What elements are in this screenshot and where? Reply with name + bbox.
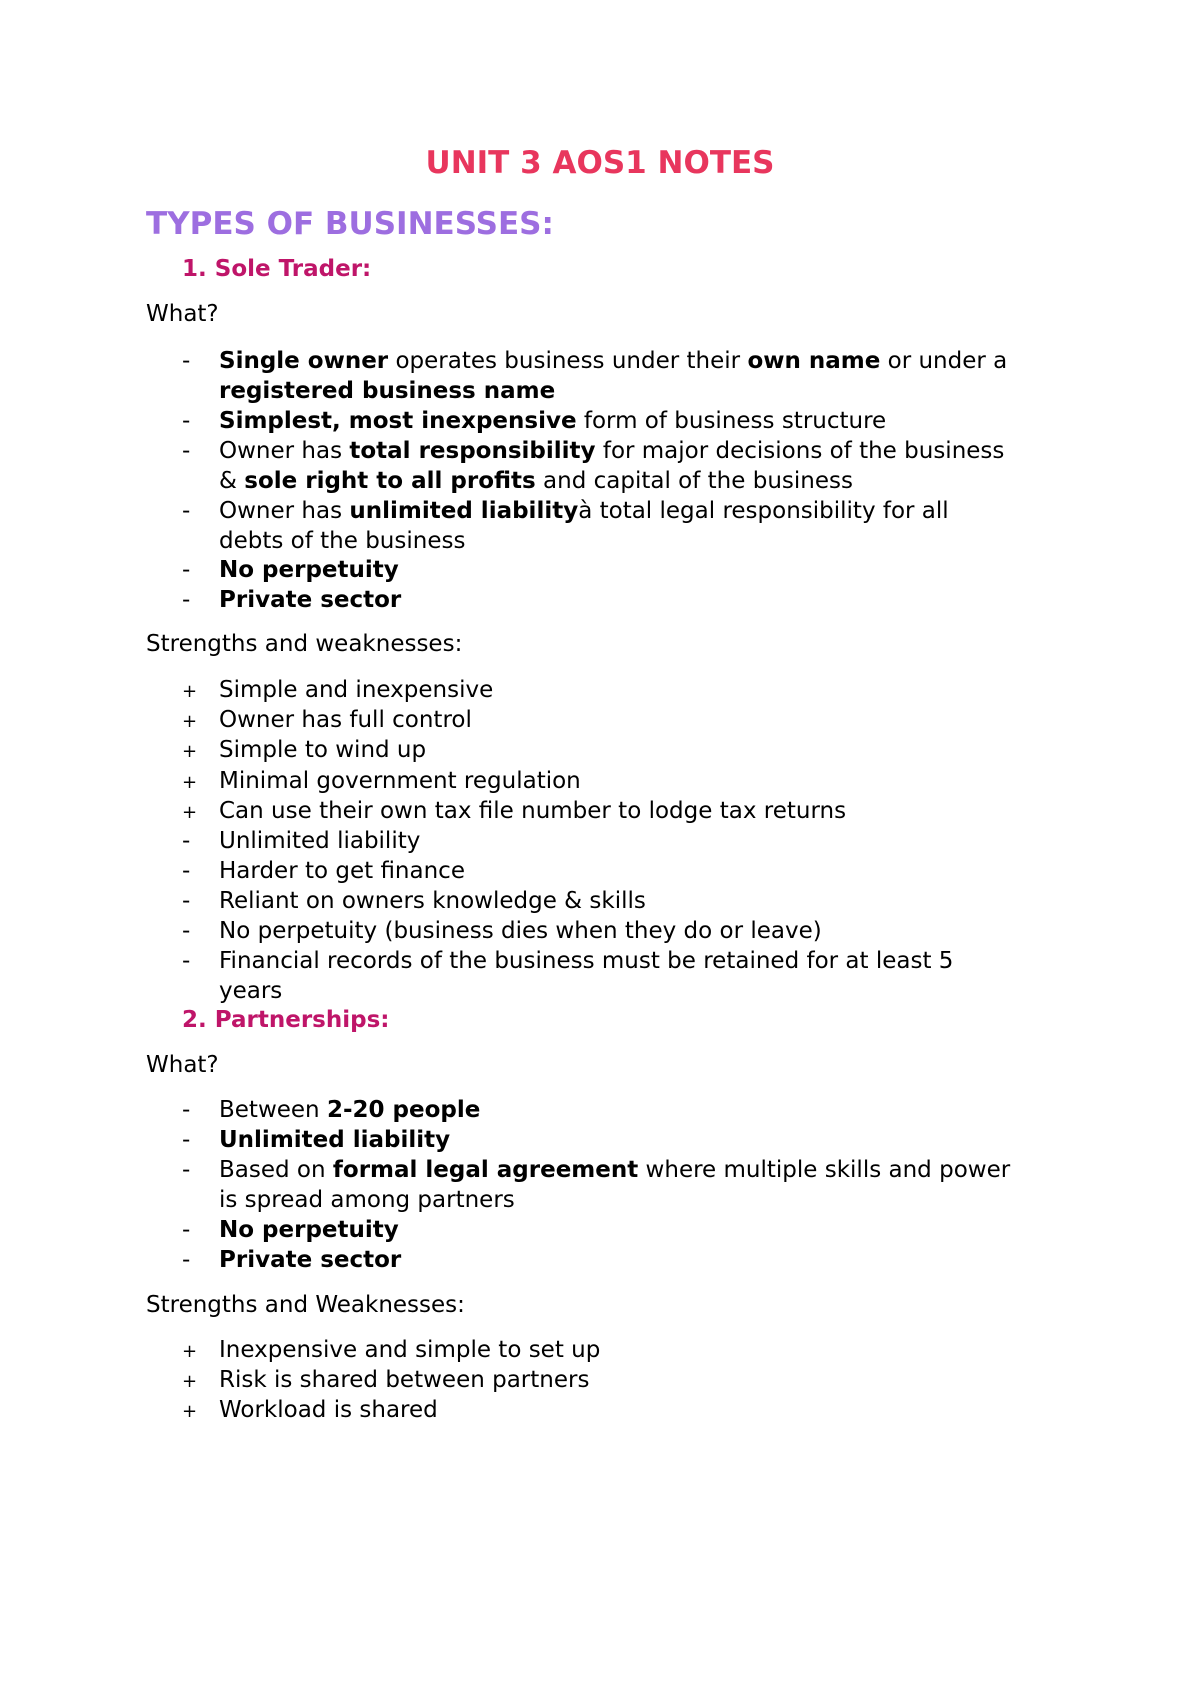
strengths-weaknesses-label: Strengths and Weaknesses:: [146, 1292, 465, 1318]
plain-text: Reliant on owners knowledge & skills: [219, 888, 646, 914]
plain-text: Harder to get finance: [219, 858, 465, 884]
plain-text: Simple and inexpensive: [219, 677, 494, 703]
what-list-item: [146, 346, 1007, 376]
strength-weakness-item: [146, 886, 646, 916]
bold-text: own name: [747, 348, 881, 374]
plain-text: Can use their own tax file number to lodge tax returns: [219, 798, 847, 824]
document-title: UNIT 3 AOS1 NOTES: [425, 145, 775, 181]
list-item-text: [219, 796, 846, 826]
what-list-item: [146, 376, 555, 406]
subsection-heading: 2. Partnerships:: [182, 1007, 390, 1033]
dash-bullet: -: [182, 948, 191, 974]
bold-text: Unlimited liability: [219, 1127, 451, 1153]
list-item-text: [219, 946, 953, 976]
what-list-item: [146, 1125, 450, 1155]
dash-bullet: -: [182, 1127, 191, 1153]
list-item-text: [219, 346, 1007, 376]
strength-weakness-item: [146, 946, 953, 976]
bold-text: unlimited liability: [349, 498, 579, 524]
list-item-text: [219, 705, 472, 735]
what-list-item: [146, 1185, 515, 1215]
plain-text: Simple to wind up: [219, 737, 427, 763]
plain-text: where multiple skills and power: [638, 1157, 1011, 1183]
bold-text: Private sector: [219, 1247, 402, 1273]
strength-weakness-item: [146, 1395, 438, 1427]
list-item-text: [219, 466, 853, 496]
list-item-text: [219, 1245, 401, 1275]
list-item-text: [219, 976, 282, 1006]
plus-bullet: +: [182, 741, 198, 762]
plus-bullet: +: [182, 711, 198, 732]
what-list-item: [146, 496, 949, 526]
list-item-text: [219, 496, 949, 526]
list-item-text: [219, 1365, 589, 1395]
list-item-text: [219, 1185, 515, 1215]
plain-text: Owner has: [219, 498, 350, 524]
what-list-item: [146, 585, 401, 615]
list-item-text: [219, 675, 493, 705]
plain-text: Inexpensive and simple to set up: [219, 1337, 601, 1363]
dash-bullet: -: [182, 408, 191, 434]
what-list-item: [146, 555, 399, 585]
plain-text: for major decisions of the business: [595, 438, 1005, 464]
bold-text: Single owner: [219, 348, 389, 374]
dash-bullet: -: [182, 348, 191, 374]
what-list-item: [146, 406, 886, 436]
plain-text: Owner has: [219, 438, 350, 464]
strength-weakness-item: [146, 1335, 600, 1367]
bold-text: No perpetuity: [219, 1217, 399, 1243]
list-item-text: [219, 1215, 399, 1245]
strength-weakness-item: [146, 826, 420, 856]
plus-bullet: +: [182, 1341, 198, 1362]
plain-text: Minimal government regulation: [219, 768, 581, 794]
strength-weakness-item: [146, 856, 465, 886]
subsection-heading: 1. Sole Trader:: [182, 256, 372, 282]
plain-text: years: [219, 978, 283, 1004]
list-item-text: [219, 526, 465, 556]
plain-text: or under a: [880, 348, 1008, 374]
list-item-text: [219, 1395, 438, 1425]
plus-bullet: +: [182, 681, 198, 702]
bold-text: Simplest, most inexpensive: [219, 408, 577, 434]
what-label: What?: [146, 1052, 219, 1078]
what-list-item: [146, 526, 465, 556]
strength-weakness-item: [146, 1365, 589, 1397]
list-item-text: [219, 735, 426, 765]
plain-text: No perpetuity (business dies when they do or leave): [219, 918, 822, 944]
dash-bullet: -: [182, 918, 191, 944]
bold-text: formal legal agreement: [332, 1157, 639, 1183]
plain-text: Financial records of the business must be retained for at least 5: [219, 948, 954, 974]
list-item-text: [219, 916, 822, 946]
plain-text: Risk is shared between partners: [219, 1367, 590, 1393]
plain-text: form of business structure: [576, 408, 887, 434]
dash-bullet: -: [182, 888, 191, 914]
dash-bullet: -: [182, 1097, 191, 1123]
plain-text: Owner has full control: [219, 707, 472, 733]
list-item-text: [219, 886, 646, 916]
list-item-text: [219, 856, 465, 886]
what-list-item: [146, 1245, 401, 1275]
list-item-text: [219, 1335, 600, 1365]
strength-weakness-item: [146, 976, 282, 1006]
plain-text: Unlimited liability: [219, 828, 421, 854]
strengths-weaknesses-label: Strengths and weaknesses:: [146, 631, 463, 657]
list-item-text: [219, 436, 1004, 466]
section-heading: TYPES OF BUSINESSES:: [146, 206, 554, 242]
plain-text: Workload is shared: [219, 1397, 438, 1423]
strength-weakness-item: [146, 735, 426, 767]
dash-bullet: -: [182, 557, 191, 583]
strength-weakness-item: [146, 796, 846, 828]
plain-text: operates business under their: [388, 348, 748, 374]
dash-bullet: -: [182, 858, 191, 884]
list-item-text: [219, 826, 420, 856]
list-item-text: [219, 555, 399, 585]
strength-weakness-item: [146, 705, 472, 737]
plus-bullet: +: [182, 1371, 198, 1392]
dash-bullet: -: [182, 1217, 191, 1243]
plus-bullet: +: [182, 772, 198, 793]
bold-text: 2-20 people: [326, 1097, 481, 1123]
plain-text: Based on: [219, 1157, 333, 1183]
list-item-text: [219, 406, 886, 436]
list-item-text: [219, 585, 401, 615]
list-item-text: [219, 1155, 1010, 1185]
bold-text: Private sector: [219, 587, 402, 613]
plain-text: &: [219, 468, 245, 494]
what-list-item: [146, 1155, 1010, 1185]
dash-bullet: -: [182, 438, 191, 464]
plain-text: Between: [219, 1097, 327, 1123]
what-list-item: [146, 1095, 480, 1125]
bold-text: registered business name: [219, 378, 556, 404]
what-label: What?: [146, 301, 219, 327]
dash-bullet: -: [182, 1157, 191, 1183]
list-item-text: [219, 376, 555, 406]
plain-text: and capital of the business: [535, 468, 853, 494]
list-item-text: [219, 766, 581, 796]
what-list-item: [146, 436, 1004, 466]
bold-text: total responsibility: [349, 438, 596, 464]
dash-bullet: -: [182, 587, 191, 613]
dash-bullet: -: [182, 498, 191, 524]
plus-bullet: +: [182, 802, 198, 823]
plain-text: debts of the business: [219, 528, 466, 554]
what-list-item: [146, 466, 853, 496]
plain-text: à total legal responsibility for all: [578, 498, 949, 524]
plus-bullet: +: [182, 1401, 198, 1422]
bold-text: sole right to all profits: [244, 468, 536, 494]
list-item-text: [219, 1125, 450, 1155]
dash-bullet: -: [182, 1247, 191, 1273]
strength-weakness-item: [146, 916, 822, 946]
strength-weakness-item: [146, 766, 581, 798]
what-list-item: [146, 1215, 399, 1245]
strength-weakness-item: [146, 675, 493, 707]
bold-text: No perpetuity: [219, 557, 399, 583]
plain-text: is spread among partners: [219, 1187, 515, 1213]
dash-bullet: -: [182, 828, 191, 854]
list-item-text: [219, 1095, 480, 1125]
